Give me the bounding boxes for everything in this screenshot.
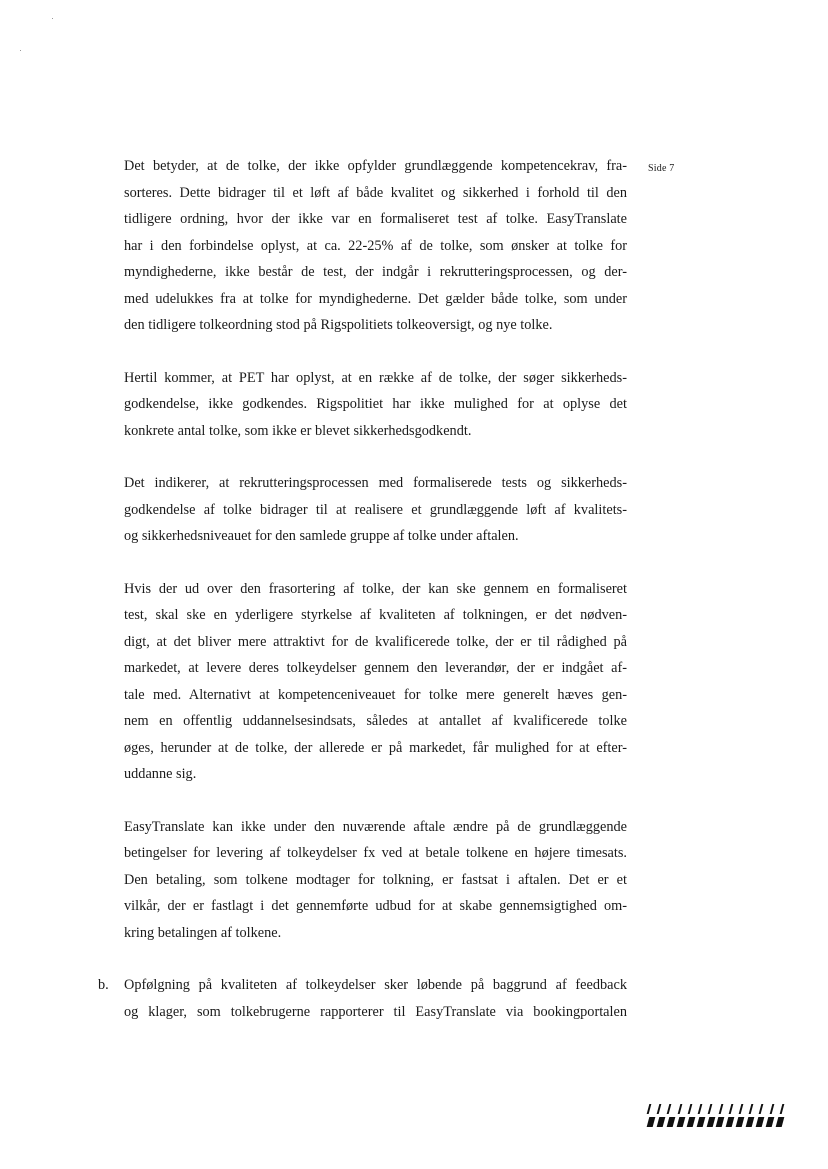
barcode-stroke — [657, 1117, 666, 1127]
barcode-stroke — [756, 1117, 765, 1127]
barcode-stroke — [647, 1117, 656, 1127]
barcode-stroke — [718, 1104, 723, 1114]
barcode-stroke — [676, 1117, 685, 1127]
text-line: Den betaling, som tolkene modtager for tolkning, er fastsat i aftalen. Det er et — [124, 871, 627, 888]
page-number: Side 7 — [648, 163, 675, 174]
text-line: EasyTranslate kan ikke under den nuværende aftale ændre på de grundlæggende — [124, 818, 627, 835]
paragraph-5 — [124, 814, 627, 947]
barcode — [648, 1104, 783, 1130]
paragraph-4 — [124, 576, 627, 788]
text-line: Det indikerer, at rekrutteringsprocessen med formaliserede tests og sikkerheds- — [124, 475, 627, 491]
text-line: digt, at det bliver mere attraktivt for de kvalificerede tolke, der er til rådighed på — [124, 633, 627, 650]
text-line: tale med. Alternativt at kompetenceniveauet for tolke mere generelt hæves gen- — [124, 686, 627, 703]
text-line: og sikkerhedsniveauet for den samlede gruppe af tolke under aftalen. — [124, 528, 519, 544]
barcode-stroke — [706, 1117, 715, 1127]
barcode-stroke — [686, 1117, 695, 1127]
text-line: myndighederne, ikke består de test, der indgår i rekrutteringsprocessen, og der- — [124, 264, 627, 280]
barcode-stroke — [749, 1104, 754, 1114]
text-line: Opfølgning på kvaliteten af tolkeydelser sker løbende på baggrund af feedback — [124, 977, 627, 993]
text-line: og klager, som tolkebrugerne rapporterer til EasyTranslate via bookingportalen — [124, 1003, 627, 1020]
scan-speck — [52, 18, 53, 19]
barcode-stroke — [769, 1104, 774, 1114]
text-line: vilkår, der er fastlagt i det gennemførte udbud for at skabe gennemsigtighed om- — [124, 898, 627, 914]
text-line: markedet, at levere deres tolkeydelser gennem den leverandør, der er indgået af- — [124, 660, 627, 676]
text-line: Hvis der ud over den frasortering af tolke, der kan ske gennem en formaliseret — [124, 580, 627, 597]
list-item-text — [124, 972, 627, 1025]
text-line: sorteres. Dette bidrager til et løft af både kvalitet og sikkerhed i forhold til den — [124, 184, 627, 201]
text-line: øges, herunder at de tolke, der allerede er på markedet, får mulighed for at efter- — [124, 739, 627, 756]
paragraph-1 — [124, 153, 627, 339]
barcode-stroke — [708, 1104, 713, 1114]
barcode-stroke — [728, 1104, 733, 1114]
barcode-stroke — [688, 1104, 693, 1114]
text-line: Hertil kommer, at PET har oplyst, at en række af de tolke, der søger sikkerheds- — [124, 369, 627, 386]
text-line: kring betalingen af tolkene. — [124, 924, 282, 941]
barcode-stroke — [766, 1117, 775, 1127]
text-line: Det betyder, at de tolke, der ikke opfylder grundlæggende kompetencekrav, fra- — [124, 158, 627, 174]
list-marker: b. — [98, 977, 109, 993]
text-line: godkendelse af tolke bidrager til at realisere et grundlæggende løft af kvalitets- — [124, 501, 627, 518]
barcode-stroke — [698, 1104, 703, 1114]
text-line: godkendelse, ikke godkendes. Rigspolitiet har ikke mulighed for at oplyse det — [124, 396, 627, 412]
barcode-bottom-row — [648, 1117, 783, 1127]
text-line: den tidligere tolkeordning stod på Rigspolitiets tolkeoversigt, og nye tolke. — [124, 317, 553, 333]
list-item-b — [98, 972, 627, 1025]
barcode-stroke — [657, 1104, 662, 1114]
text-line: uddanne sig. — [124, 766, 197, 782]
barcode-stroke — [667, 1117, 676, 1127]
barcode-stroke — [726, 1117, 735, 1127]
text-line: test, skal ske en yderligere styrkelse af kvaliteten af tolkningen, er det nødven- — [124, 607, 627, 623]
text-line: med udelukkes fra at tolke for myndighederne. Det gælder både tolke, som under — [124, 290, 627, 307]
text-line: betingelser for levering af tolkeydelser fx ved at betale tolkene en højere timesats. — [124, 845, 627, 861]
barcode-stroke — [780, 1104, 785, 1114]
barcode-stroke — [746, 1117, 755, 1127]
text-line: nem en offentlig uddannelsesindsats, således at antallet af kvalificerede tolke — [124, 713, 627, 729]
paragraph-3 — [124, 470, 627, 550]
barcode-stroke — [739, 1104, 744, 1114]
barcode-stroke — [716, 1117, 725, 1127]
text-line: har i den forbindelse oplyst, at ca. 22-25% af de tolke, som ønsker at tolke for — [124, 237, 627, 254]
text-line: konkrete antal tolke, som ikke er blevet sikkerhedsgodkendt. — [124, 422, 472, 439]
barcode-stroke — [667, 1104, 672, 1114]
barcode-stroke — [776, 1117, 785, 1127]
barcode-stroke — [696, 1117, 705, 1127]
barcode-stroke — [759, 1104, 764, 1114]
barcode-stroke — [647, 1104, 652, 1114]
scan-speck — [20, 50, 21, 51]
text-line: tidligere ordning, hvor der ikke var en formaliseret test af tolke. EasyTranslate — [124, 211, 627, 227]
barcode-stroke — [736, 1117, 745, 1127]
paragraph-2 — [124, 365, 627, 445]
barcode-stroke — [677, 1104, 682, 1114]
document-body — [98, 153, 627, 1051]
barcode-top-row — [648, 1104, 783, 1114]
